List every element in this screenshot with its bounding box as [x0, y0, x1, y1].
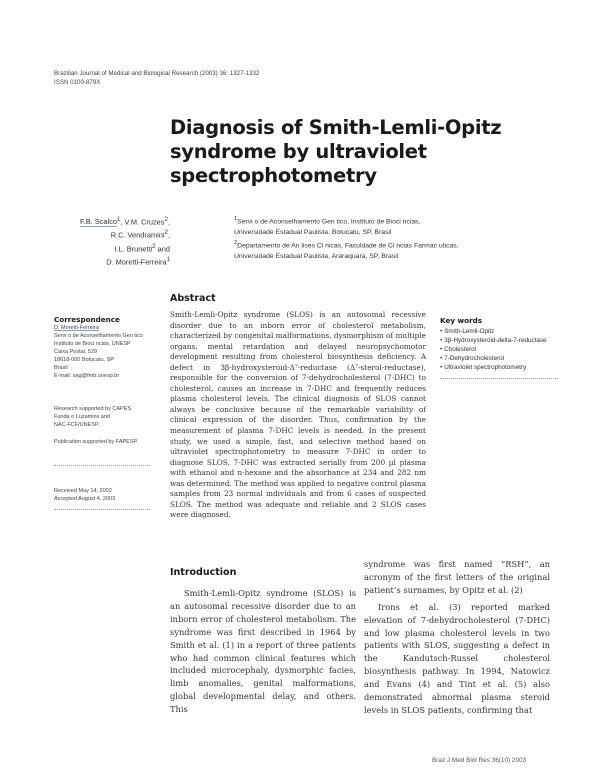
title-line-2: syndrome by ultraviolet [170, 140, 427, 163]
journal-citation: Brazilian Journal of Medical and Biological Research (2003) 36: 1327-1332 [54, 70, 260, 77]
author-affil-sup: 1 [116, 216, 121, 223]
affiliations [234, 214, 554, 263]
correspondence-line: Brasil [54, 365, 68, 371]
affiliation-sup: 1 [234, 216, 238, 222]
affiliation-sup: 2 [234, 240, 238, 247]
intro-column-1 [170, 587, 356, 716]
author-affil-sup: 2 [164, 216, 168, 223]
affiliation-1-cont: Universidade Estadual Paulista, Botucatu, SP, Brasil [234, 228, 392, 236]
correspondence-name[interactable]: D. Moretti-Ferreira [54, 325, 99, 331]
correspondence-email[interactable]: E-mail: sag@fmb.unesp.br [54, 373, 120, 379]
author-affil-sup: 2 [152, 242, 156, 250]
author-line-3 [40, 241, 170, 254]
abstract-heading: Abstract [170, 293, 216, 304]
title-line-1: Diagnosis of Smith-Lemli-Opitz [170, 116, 502, 139]
author-affil-sup: 2 [164, 229, 168, 237]
intro-paragraph: Irons et al. (3) reported marked elevation of 7-dehydrocholesterol (7-DHC) and low plasma cholesterol levels in two patients with SLOS, suggesting a defect in the Kandutsch-Russel cholesterol biosynthesis pathway. In 1994, Natowicz and Evans (4) and Tint et al. (5) also demonstrated abnormal plasma steroid levels in SLOS patients, confirming that [364, 601, 550, 715]
keywords-heading: Key words [440, 316, 483, 325]
affiliation-2 [234, 238, 554, 252]
received-date: Received May 14, 2002 [54, 488, 112, 494]
title-line-3: spectrophotometry [170, 164, 377, 187]
intro-paragraph: Smith-Lemli-Opitz syndrome (SLOS) is an autosomal recessive disorder due to an inborn error of cholesterol metabolism. The syndrome was first described in 1964 by Smith et al. (1) in a report of three patients who had common clinical features which included microcephaly, dysmorphic facies, limb anomalies, genital malformations, global developmental delay, and others. This [170, 588, 356, 715]
author-list [40, 214, 170, 268]
author-line-1: F.B. Scalco$^1$, V.M. Cruzes$^2$, [80, 216, 170, 227]
introduction-heading: Introduction [170, 567, 237, 578]
affiliation-1 [234, 214, 554, 228]
intro-paragraph: syndrome was first named “RSH”, an acronym of the first letters of the original patient’s surnames, by Opitz et al. (2) [364, 559, 550, 595]
author-affil-sup: 1 [166, 256, 170, 264]
correspondence-line: Caixa Postal, 529 [54, 349, 98, 355]
author-name: I.L. Brunetti [114, 244, 153, 254]
accepted-date: Accepted August 4, 2003 [54, 496, 116, 502]
keywords-list [440, 327, 560, 372]
funding-line: Funda o Luzamins and [54, 414, 110, 420]
author-name: D. Moretti-Ferreira [106, 257, 167, 267]
keywords-divider [440, 378, 558, 379]
author-line-2: R.C. Vendramini$^2$, [110, 229, 170, 240]
abstract-body [170, 310, 426, 521]
funding-line: Research supported by CAPES, [54, 406, 133, 412]
keyword-item: • 7-Dehydrocholesterol [440, 354, 560, 363]
affiliation-text: Departamento de An lises Cl nicas, Faculdade de Ci ncias Farmac uticas, [237, 242, 459, 250]
correspondence-heading: Correspondence [54, 315, 120, 324]
correspondence-block [54, 316, 154, 380]
correspondence-line: 18618-000 Botucatu, SP [54, 357, 114, 363]
journal-issn: ISSN 0100-879X [54, 79, 101, 86]
author-line-4 [40, 254, 170, 267]
publication-support: Publication supported by FAPESP. [54, 439, 138, 445]
keyword-item: • Cholesterol [440, 345, 560, 354]
correspondence-line: Instituto de Bioci ncias, UNESP [54, 341, 131, 347]
journal-header [54, 69, 259, 87]
keyword-item: • Smith-Lemli-Opitz [440, 327, 560, 336]
author-conjunction: and [155, 244, 170, 254]
page-footer: Braz J Med Biol Res 36(10) 2003 [432, 757, 527, 764]
keyword-item: • Ultraviolet spectrophotometry [440, 363, 560, 372]
abstract-paragraph: Smith-Lemli-Opitz syndrome (SLOS) is an autosomal recessive disorder due to an inborn error of cholesterol metabolism, characterized by congenital malformations, dysmorphism of multiple organs, mental retardation and delayed neuropsychomotor development resulting from cholesterol biosynthesis deficiency. A defect in 3β-hydroxysteroid-Δ⁷-reductase (Δ⁷-sterol-reductase), responsible for the conversion of 7-dehydrocholesterol (7-DHC) to cholesterol, causes an increase in 7-DHC and frequently reduces plasma cholesterol levels. The clinical diagnosis of SLOS cannot always be conclusive because of the remarkable variability of clinical expression of the disorder. Thus, confirmation by the measurement of plasma 7-DHC levels is needed. In the present study, we used a simple, fast, and selective method based on ultraviolet spectrophotometry to measure 7-DHC in order to diagnose SLOS. 7-DHC was extracted serially from 200 µl plasma with ethanol and n-hexane and the absorbance at 234 and 282 nm was determined. The method was applied to negative control plasma samples from 23 normal individuals and from 6 cases of suspected SLOS. The method was adequate and reliable and 2 SLOS cases were diagnosed. [170, 310, 426, 520]
affiliation-2-cont: Universidade Estadual Paulista, Araraquara, SP, Brasil [234, 253, 399, 261]
keyword-item: • 3β-Hydroxysteroid-delta-7-reductase [440, 336, 560, 345]
author-name[interactable]: F.B. Scalco [80, 217, 117, 227]
funding-line: NAC-FCF/UNESP. [54, 422, 100, 428]
author-name: , V.M. Cruzes [120, 217, 165, 227]
funding-block [54, 405, 154, 446]
author-name: R.C. Vendramini [110, 230, 165, 240]
keywords-block [440, 316, 560, 379]
paper-title [170, 116, 570, 188]
dates-block [54, 487, 154, 503]
sidebar-divider [54, 465, 150, 466]
sidebar-divider [54, 509, 150, 510]
correspondence-line: Servi o de Aconselhamento Gen tico [54, 333, 143, 339]
intro-column-2 [364, 558, 550, 717]
affiliation-text: Servi o de Aconselhamento Gen tico, Instituto de Bioci ncias, [237, 218, 421, 226]
